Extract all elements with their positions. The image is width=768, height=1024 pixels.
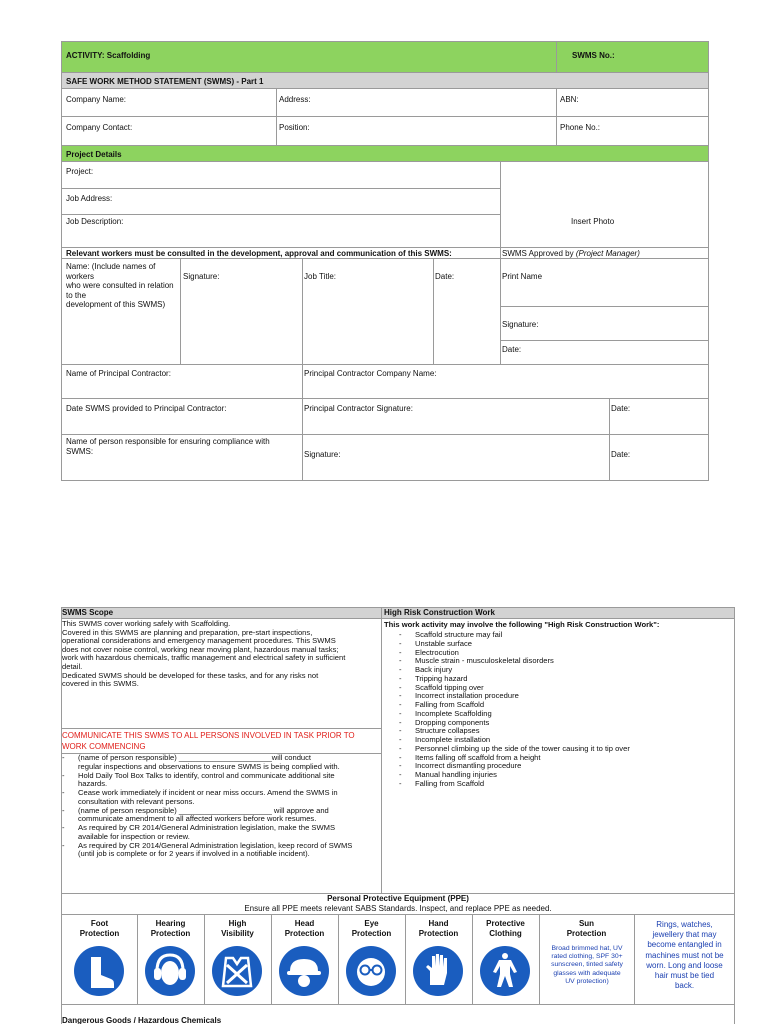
company-name-label: Company Name: — [66, 95, 127, 104]
list-item: - Electrocution — [397, 649, 630, 658]
ppe-header-eye: Eye Protection — [351, 919, 392, 938]
list-item: - Falling from Scaffold — [397, 780, 630, 789]
date-provided-label: Date SWMS provided to Principal Contractor: — [66, 404, 227, 413]
project-label: Project: — [66, 167, 94, 176]
communicate-list — [60, 754, 352, 859]
boot-icon — [73, 945, 125, 997]
print-name-label: Print Name — [502, 272, 543, 281]
consult-heading: Relevant workers must be consulted in the development, approval and communication of this SWMS: — [66, 249, 452, 258]
ppe-header-visibility: High Visibility — [221, 919, 254, 938]
company-contact-label: Company Contact: — [66, 123, 133, 132]
address-label: Address: — [279, 95, 311, 104]
person-responsible-label: Name of person responsible for ensuring compliance with SWMS: — [66, 437, 270, 456]
list-item: - As required by CR 2014/General Administration legislation, make the SWMS available for inspection or review. — [60, 824, 352, 842]
ppe-header-hearing: Hearing Protection — [150, 919, 191, 938]
list-item: - Dropping components — [397, 719, 630, 728]
swms-approved-by — [502, 249, 640, 259]
list-item: - Back injury — [397, 666, 630, 675]
list-item: - Tripping hazard — [397, 675, 630, 684]
list-item: - Personnel climbing up the side of the tower causing it to tip over — [397, 745, 630, 754]
list-item: - Scaffold structure may fail — [397, 631, 630, 640]
name-include-label: Name: (Include names of workers who were consulted in relation to the development of this SWMS) — [66, 262, 174, 310]
swms-title: SAFE WORK METHOD STATEMENT (SWMS) - Part 1 — [66, 77, 264, 86]
signature-label: Signature: — [183, 272, 220, 281]
gloves-icon — [412, 945, 464, 997]
ear-muffs-icon — [144, 945, 196, 997]
ppe-header-head: Head Protection — [284, 919, 325, 938]
scope-heading: SWMS Scope — [62, 608, 114, 617]
list-item: - Structure collapses — [397, 727, 630, 736]
list-item: - (name of person responsible) ______________________will conduct regular inspections and observations to ensure SWMS is being complied with. — [60, 754, 352, 772]
list-item: - Incorrect dismantling procedure — [397, 762, 630, 771]
principal-signature-label: Principal Contractor Signature: — [304, 404, 413, 413]
list-item: - Incomplete installation — [397, 736, 630, 745]
principal-contractor-name-label: Name of Principal Contractor: — [66, 369, 171, 378]
list-item: - Incorrect installation procedure — [397, 692, 630, 701]
overalls-icon — [479, 945, 531, 997]
list-item: - Items falling off scaffold from a height — [397, 754, 630, 763]
ppe-header-clothing: Protective Clothing — [486, 919, 525, 938]
communicate-notice: COMMUNICATE THIS SWMS TO ALL PERSONS INVOLVED IN TASK PRIOR TO WORK COMMENCING — [62, 731, 355, 751]
ppe-header-foot: Foot Protection — [79, 919, 120, 938]
list-item: - Incomplete Scaffolding — [397, 710, 630, 719]
list-item: - Muscle strain - musculoskeletal disorders — [397, 657, 630, 666]
dangerous-goods-heading: Dangerous Goods / Hazardous Chemicals — [62, 1016, 222, 1024]
abn-label: ABN: — [560, 95, 579, 104]
list-item: - (name of person responsible) ______________________ will approve and communicate amendment to all affected workers before work resumes. — [60, 807, 352, 825]
list-item: - Manual handling injuries — [397, 771, 630, 780]
principal-date-label: Date: — [611, 404, 631, 413]
responsible-date-label: Date: — [611, 450, 631, 459]
ppe-header-hand: Hand Protection — [418, 919, 459, 938]
list-item: - Cease work immediately if incident or near miss occurs. Amend the SWMS in consultation with relevant persons. — [60, 789, 352, 807]
list-item: - Hold Daily Tool Box Talks to identify, control and communicate additional site hazards. — [60, 772, 352, 790]
principal-company-name-label: Principal Contractor Company Name: — [304, 369, 437, 378]
activity-label: ACTIVITY: Scaffolding — [66, 51, 151, 60]
rings-jewellery-note: Rings, watches, jewellery that may become entangled in machines must not be worn. Long and loose hair must be tied back. — [645, 920, 724, 991]
ppe-subtitle: Ensure all PPE meets relevant SABS Standards. Inspect, and replace PPE as needed. — [244, 904, 552, 913]
insert-photo-label[interactable]: Insert Photo — [571, 217, 615, 226]
swms-no-label: SWMS No.: — [572, 51, 615, 60]
phone-no-label: Phone No.: — [560, 123, 601, 132]
job-address-label: Job Address: — [66, 194, 113, 203]
job-title-label: Job Title: — [304, 272, 337, 281]
list-item: - Scaffold tipping over — [397, 684, 630, 693]
hrcw-list — [397, 631, 630, 789]
approved-by-label: SWMS Approved by — [502, 249, 574, 258]
list-item: - As required by CR 2014/General Administration legislation, keep record of SWMS (until job is complete or for 2 years if involved in a notifiable incident). — [60, 842, 352, 860]
list-item: - Unstable surface — [397, 640, 630, 649]
sun-protection-note: Broad brimmed hat, UV rated clothing, SPF 30+ sunscreen, tinted safety glasses with adequate UV protection) — [551, 945, 623, 985]
hard-hat-icon — [278, 945, 330, 997]
job-description-label: Job Description: — [66, 217, 124, 226]
list-item: - Falling from Scaffold — [397, 701, 630, 710]
hrcw-heading: High Risk Construction Work — [384, 608, 495, 617]
scope-text: This SWMS cover working safely with Scaffolding. Covered in this SWMS are planning and preparation, pre-start inspections, operational considerations and emergency management procedures. This SWMS does not cover noise control, working near moving plant, hazardous manual tasks; work with hazardous chemicals, traffic management and electrical safety in sufficient detail. Dedicated SWMS should be developed for these tasks, and for any risks not covered in this SWMS. — [62, 619, 346, 689]
project-details-heading: Project Details — [66, 150, 122, 159]
ppe-title: Personal Protective Equipment (PPE) — [327, 894, 469, 903]
date-label: Date: — [435, 272, 455, 281]
approver-signature-label: Signature: — [502, 320, 539, 329]
approved-by-role: (Project Manager) — [575, 249, 640, 258]
safety-glasses-icon — [345, 945, 397, 997]
ppe-header-sun: Sun Protection — [566, 919, 607, 938]
hrcw-intro: This work activity may involve the following "High Risk Construction Work": — [384, 620, 660, 629]
position-label: Position: — [279, 123, 310, 132]
approver-date-label: Date: — [502, 345, 522, 354]
responsible-signature-label: Signature: — [304, 450, 341, 459]
project-details-band — [61, 145, 709, 161]
hi-vis-vest-icon — [211, 945, 263, 997]
